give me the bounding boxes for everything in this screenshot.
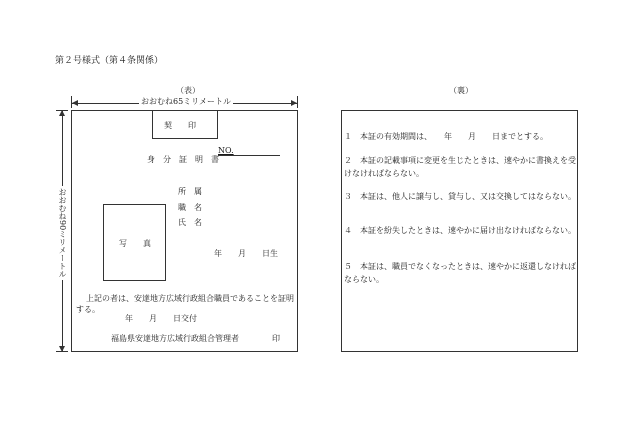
height-dimension-label: おおむね90ミリメートル [58,188,67,279]
back-item-3: ３ 本証は、他人に譲与し、貸与し、又は交換してはならない。 [344,192,576,201]
field-position: 職 名 [178,203,202,212]
back-item-4: ４ 本証を紛失したときは、速やかに届け出なければならない。 [344,226,576,235]
back-label: （裏） [449,86,473,95]
photo-label: 写 真 [119,239,151,248]
seal-box-label: 契 印 [164,121,196,130]
field-affiliation: 所 属 [178,187,202,196]
issuer-seal: 印 [272,334,280,343]
number-label: NO. [218,146,234,155]
card-title: 身 分 証 明 書 [147,155,219,164]
back-item-5: ５ 本証は、職員でなくなったときは、速やかに返還しなければならない。 [344,262,576,284]
certification-text: 上記の者は、安達地方広域行政組合職員であることを証明する。 [76,294,294,314]
issue-date: 年 月 日交付 [125,314,197,323]
birth-date: 年 月 日生 [214,249,278,258]
field-name: 氏 名 [178,218,202,227]
issuer: 福島県安達地方広域行政組合管理者 [111,334,239,343]
back-item-2: ２ 本証の記載事項に変更を生じたときは、速やかに書換えを受けなければならない。 [344,156,576,178]
front-label: （表） [176,86,200,95]
back-item-1: １ 本証の有効期間は、 年 月 日までとする。 [344,132,548,141]
form-title: 第２号様式（第４条関係） [55,56,164,66]
number-underline [218,155,280,156]
width-dimension-label: おおむね65ミリメートル [141,97,232,106]
